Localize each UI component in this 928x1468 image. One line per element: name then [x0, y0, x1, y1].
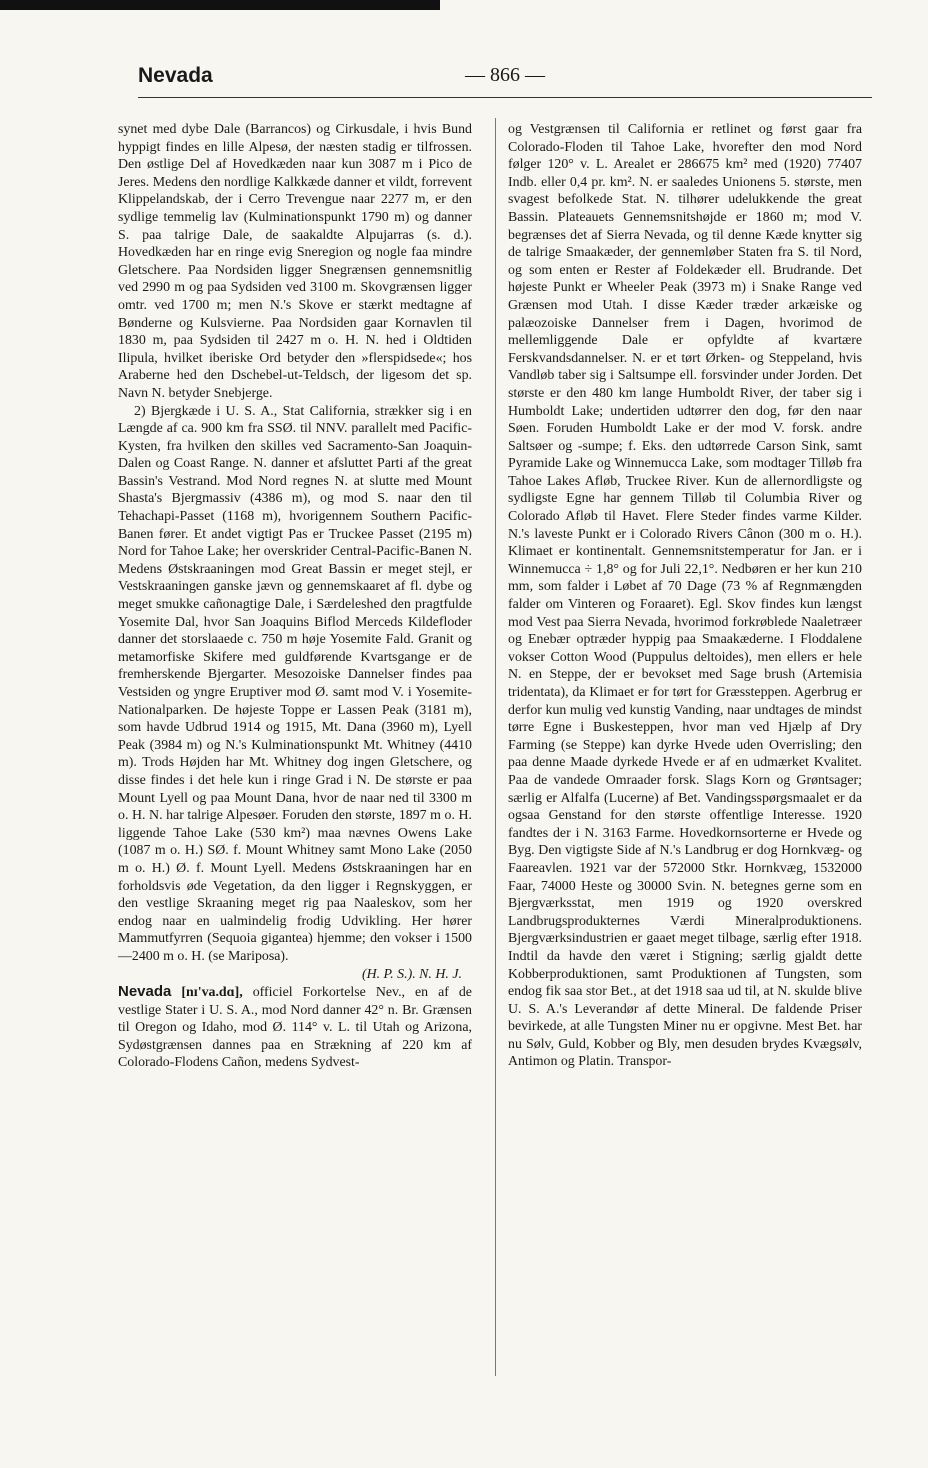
entry-text: officiel Forkortelse Nev., en af de vestlige Stater i U. S. A., mod Nord danner 42° n. Br. Grænsen til Oregon og Idaho, mod Ø. 114° v. L. til Utah og Arizona, Sydøstgrænsen dannes paa en Strækning af 220 km af Colorado-Flodens Cañon, medens Sydvest-: [118, 985, 472, 1071]
right-column: [508, 121, 862, 1071]
page-header: [138, 64, 872, 94]
paragraph-sierra-nevada-usa: 2) Bjergkæde i U. S. A., Stat California, strækker sig i en Længde af ca. 900 km fra SSØ. til NNV. parallelt med Pacific-Kysten, fra hvilken den skilles ved Sacramento-San Joaquin-Dalen og Coast Range. N. danner et afsluttet Parti af the great Bassin's Vestrand. Mod Nord regnes N. at slutte med Mount Shasta's Bjergmassiv (4386 m), og mod S. naar den til Tehachapi-Passet (1168 m), hvorigennem Southern Pacific-Banen fører. Et andet vigtigt Pas er Truckee Passet (2195 m) Nord for Tahoe Lake; her overskrider Central-Pacific-Banen N. Medens Østskraaningen mod Great Bassin er meget stejl, er Vestskraaningen ganske jævn og gennemskaaret af fl. dybe og meget smukke cañonagtige Dale, i Særdeleshed den pragtfulde Yosemite Dal, hvor San Joaquins Biflod Merceds Kildefloder danner det storslaaede c. 750 m høje Yosemite Fald. Granit og metamorfiske Skifere med guldførende Kvartsgange er de fremherskende Bjergarter. Mesozoiske Dannelser findes paa Vestsiden og yngre Eruptiver mod Ø. samt mod V. i Yosemite-Nationalparken. De højeste Toppe er Lassen Peak (3181 m), som havde Udbrud 1914 og 1915, Mt. Dana (3960 m), Lyell Peak (3984 m) og N.'s Kulminationspunkt Mt. Whitney (4410 m). Trods Højden har Mt. Whitney dog ingen Gletschere, og disse findes i det hele kun i ringe Grad i N. De største er paa Mount Lyell og paa Mount Dana, hvor de naar ned til 3300 m o. H. N. har talrige Alpesøer. Foruden den største, 1897 m o. H. liggende Tahoe Lake (530 km²) maa nævnes Owens Lake (1087 m o. H.) SØ. f. Mount Whitney samt Mono Lake (2050 m o. H.) Ø. f. Mount Lyell. Medens Østskraaningen har en forholdsvis øde Vegetation, da den ligger i Regnskyggen, er den vestlige Skraaning meget rig paa Naaleskov, som her endog naar en ualmindelig frodig Udvikling. Her hører Mammutfyrren (Sequoia gigantea) hjemme; den vokser i 1500—2400 m o. H. (se Mariposa).: [118, 403, 472, 964]
page-number: — 866 —: [465, 64, 545, 86]
entry-nevada: [118, 983, 472, 1072]
author-signature: (H. P. S.). N. H. J.: [361, 966, 462, 982]
running-head: Nevada: [138, 64, 213, 87]
paragraph-nevada-continued: og Vestgrænsen til California er retlinet og først gaar fra Colorado-Floden til Tahoe Lake, hvorefter den mod Nord følger 120° v. L. Arealet er 286675 km² med (1920) 77407 Indb. eller 0,4 pr. km². N. er saaledes Unionens 5. største, men svagest befolkede Stat. N. tilhører udelukkende the great Bassin. Plateauets Gennemsnitshøjde er 1860 m; mod V. begrænses det af Sierra Nevada, og til denne Kæde knytter sig de talrige Smaakæder, der gennemløber Staten fra S. til Nord, og som enten er Rester af Foldekæder ell. Brudrande. Det højeste Punkt er Wheeler Peak (3973 m) i Snake Range ved Grænsen mod Utah. I disse Kæder træder arkæiske og palæozoiske Dannelser frem i Dagen, hvorimod de mellemliggende Dale er opfyldte af kvartære Ferskvandsdannelser. N. er et tørt Ørken- og Steppeland, hvis Vandløb taber sig i Saltsumpe ell. forsvinder under Jorden. Det største er den 480 km lange Humboldt River, der taber sig i Humboldt Lake; undertiden udtørrer den dog, før den naar Søen. Foruden Humboldt Lake er der mod V. forsk. andre Saltsøer og -sumpe; f. Eks. den udtørrede Carson Sink, samt Pyramide Lake og Winnemucca Lake, som modtager Tilløb fra Tahoe Lakes Afløb, Truckee River. Kun de allernordligste og sydligste Egne har gennem Tilløb til Columbia River og Colorado Afløb til Havet. Flere Steder findes varme Kilder. N.'s laveste Punkt er i Colorado Rivers Cânon (300 m o. H.). Klimaet er kontinentalt. Gennemsnitstemperatur for Jan. er i Winnemucca ÷ 1,8° og for Juli 22,1°. Nedbøren er her kun 210 mm, som falder i Løbet af 70 Dage (73 % af Regnmængden falder om Vinteren og Foraaret). Egl. Skov findes kun længst mod Vest paa Sierra Nevada, hvorimod forkrøblede Naaletræer og Enebær optræder hyppig paa Smaakæderne. I Floddalene vokser Cotton Wood (Puppulus deltoides), men ellers er hele N. en Steppe, der er bevokset med Sage brush (Artemisia tridentata), da Klimaet er for tørt for Græssteppen. Agerbrug er derfor kun mulig ved kunstig Vanding, naar undtages de mindst tørre Egne i Buskesteppen, hvor man ved Hjælp af Dry Farming (se Steppe) kan dyrke Hvede uden Overrisling; den paa denne Maade dyrkede Hvede er af en udmærket Kvalitet. Paa de vandede Omraader forsk. Slags Korn og Grøntsager; særlig er Alfalfa (Lucerne) af Bet. Vandingsspørgsmaalet er da ogsaa Genstand for den største offentlige Interesse. 1920 fandtes der i N. 3163 Farme. Hovedkornsorterne er Hvede og Byg. Den vigtigste Side af N.'s Landbrug er dog Hornkvæg- og Faareavlen. 1921 var der 572000 Stkr. Hornkvæg, 1532000 Faar, 74000 Heste og 30000 Svin. N. betegnes gerne som en Bjergværksstat, men 1919 og 1920 overskred Landbrugsprodukternes Værdi Mineralproduktionens. Bjergværksindustrien er gaaet meget tilbage, særlig efter 1918. Indtil da havde den været i Stigning; særlig gjaldt dette Kobberproduktionen, samt Produktionen af Tungsten, som endog fik saa stor Bet., at det 1918 saa ud til, at N. skulde blive U. S. A.'s Leverandør af dette Mineral. De faldende Priser bevirkede, at alle Tungsten Miner nu er opgivne. Mest Bet. har nu Sølv, Guld, Kobber og Bly, men desuden brydes Kvægsølv, Antimon og Platin. Transpor-: [508, 122, 862, 1070]
paragraph-sierra-nevada-spain: synet med dybe Dale (Barrancos) og Cirkusdale, i hvis Bund hyppigt findes en lille Alpesø, der næsten stadig er tilfrossen. Den østlige Del af Hovedkæden naar kun 3087 m i Pico de Jeres. Medens den nordlige Kalkkæde danner et vildt, forrevent Klippelandskab, der i Cerro Trevengue naar 2277 m, er den sydlige temmelig lav (Kulminationspunkt 1790 m) og danner S. paa talrige Dale, de saakaldte Alpujarras (s. d.). Hovedkæden har en ringe evig Sneregion og nogle faa mindre Gletschere. Paa Nordsiden ligger Snegrænsen gennemsnitlig ved 2990 m og paa Sydsiden ved 3100 m. Skovgrænsen ligger omtr. ved 1700 m; men N.'s Skove er stærkt medtagne af Bønderne og Kulsvierne. Paa Nordsiden gaar Kornavlen til 1830 m, paa Sydsiden til 2427 m o. H. N. hed i Oldtiden Ilipula, hvilket iberiske Ord betyder den »flerspidsede«; hos Araberne hed den Dschebel-ut-Teldsch, der ligesom det sp. Navn N. betyder Snebjerge.: [118, 122, 472, 401]
header-rule: [138, 97, 872, 98]
scan-edge-shadow: [0, 0, 440, 10]
left-column: [118, 121, 472, 1072]
column-divider: [495, 118, 496, 1376]
entry-pronunciation: [nɪ'va.dɑ],: [181, 985, 243, 1001]
entry-headword: Nevada: [118, 983, 172, 1001]
